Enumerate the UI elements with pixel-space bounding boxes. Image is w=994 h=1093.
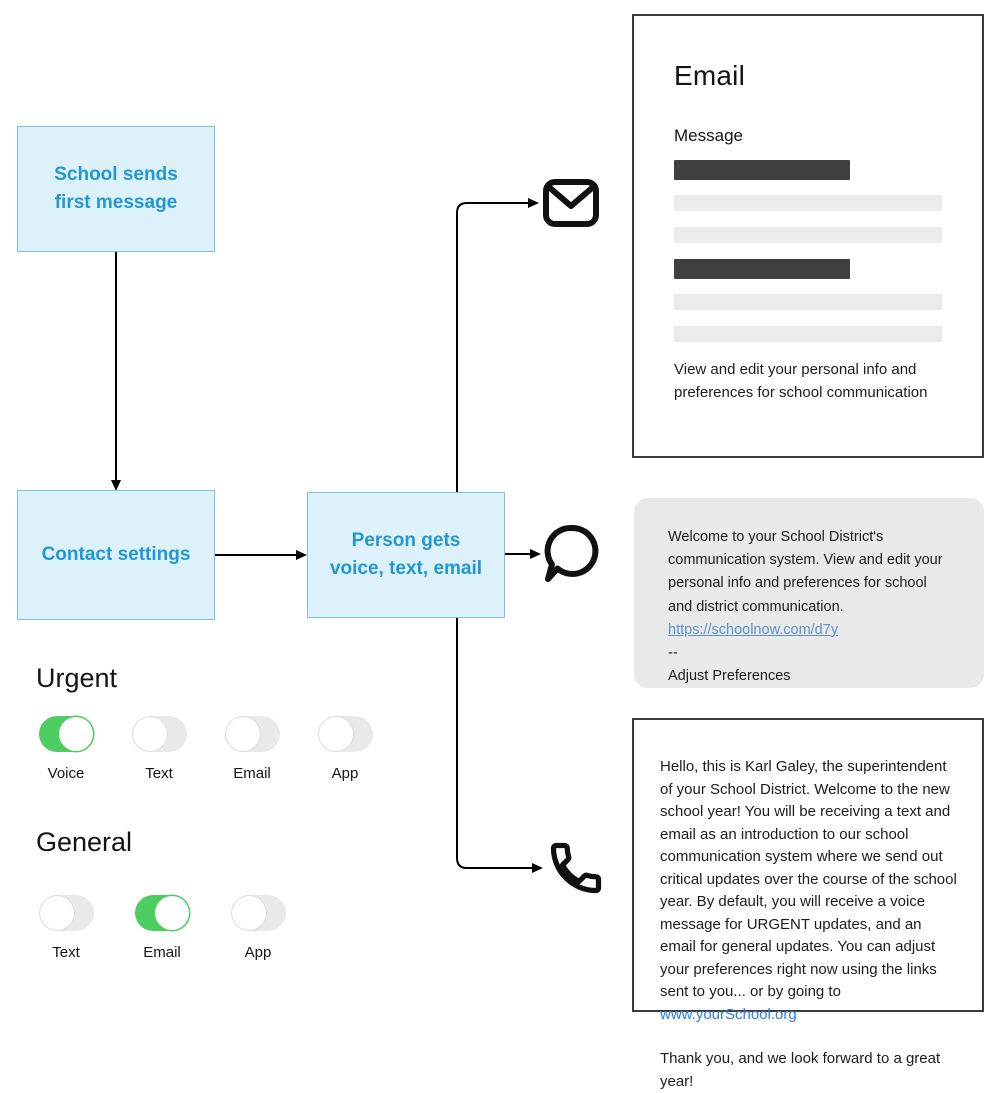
- general-app-label: App: [244, 944, 272, 961]
- urgent-section-heading: Urgent: [36, 663, 118, 693]
- urgent-voice-column: [38, 716, 94, 782]
- email-preview-panel: [632, 14, 984, 458]
- message-placeholder-bar-dark: [674, 160, 850, 180]
- text-message-bubble: [634, 498, 984, 688]
- phone-icon: [545, 838, 607, 903]
- general-text-toggle[interactable]: [39, 895, 94, 931]
- voice-closing-text: Thank you, and we look forward to a great year!: [660, 1050, 941, 1090]
- general-text-label: Text: [52, 944, 80, 961]
- toggle-knob: [232, 896, 266, 930]
- message-placeholder-bar-dark: [674, 259, 850, 279]
- email-panel-title: Email: [674, 60, 746, 91]
- general-app-column: [230, 895, 286, 961]
- speech-bubble-icon: [541, 522, 599, 589]
- general-email-column: [134, 895, 190, 961]
- flow-node-person-gets-messages: [307, 492, 505, 618]
- sms-body-text: Welcome to your School District's communication system. View and edit your personal info and preferences for school and district communication.: [668, 529, 943, 615]
- voice-link[interactable]: www.yourSchool.org: [660, 1005, 797, 1023]
- toggle-knob: [59, 717, 93, 751]
- urgent-toggle-row: [38, 716, 410, 782]
- urgent-app-toggle[interactable]: [318, 716, 373, 752]
- general-toggle-row: [38, 895, 326, 961]
- flow-node-contact-settings: [17, 490, 215, 620]
- email-message-label: Message: [674, 126, 743, 145]
- arrowhead-right-3: [530, 549, 541, 559]
- arrowhead-right-2: [528, 198, 539, 208]
- envelope-icon: [542, 177, 600, 234]
- message-placeholder-bar-light: [674, 195, 942, 211]
- flow-node-label: Contact settings: [41, 544, 191, 566]
- toggle-knob: [319, 717, 353, 751]
- urgent-text-label: Text: [145, 765, 173, 782]
- urgent-app-label: App: [331, 765, 359, 782]
- toggle-knob: [155, 896, 189, 930]
- flow-node-label: Person gets: [351, 530, 461, 552]
- toggle-knob: [133, 717, 167, 751]
- general-section-heading: General: [36, 827, 133, 857]
- urgent-email-label: Email: [233, 765, 271, 782]
- message-placeholder-bar-light: [674, 294, 942, 310]
- urgent-email-toggle[interactable]: [225, 716, 280, 752]
- urgent-text-column: [131, 716, 187, 782]
- general-text-column: [38, 895, 94, 961]
- flow-node-school-sends-first-message: [17, 126, 215, 252]
- arrowhead-right-4: [532, 863, 543, 873]
- sms-adjust-preferences-text: Adjust Preferences: [668, 668, 791, 685]
- message-placeholder-bar-light: [674, 227, 942, 243]
- sms-signature-divider: --: [668, 644, 678, 661]
- voice-message-transcript-panel: [632, 718, 984, 1090]
- arrow-person-to-envelope: [457, 203, 529, 492]
- arrowhead-right-1: [296, 550, 307, 560]
- urgent-voice-label: Voice: [47, 765, 85, 782]
- urgent-voice-toggle[interactable]: [39, 716, 94, 752]
- flow-node-label: voice, text, email: [329, 558, 483, 579]
- urgent-text-toggle[interactable]: [132, 716, 187, 752]
- urgent-email-column: [224, 716, 280, 782]
- urgent-app-column: [317, 716, 373, 782]
- email-caption-text: View and edit your personal info and preferences for school communication: [674, 361, 928, 402]
- sms-link[interactable]: https://schoolnow.com/d7y: [668, 621, 839, 638]
- general-email-label: Email: [143, 944, 181, 961]
- email-message-placeholder-bars: [674, 160, 942, 342]
- flow-node-label: first message: [54, 192, 178, 213]
- arrow-person-to-phone: [457, 618, 533, 868]
- general-email-toggle[interactable]: [135, 895, 190, 931]
- toggle-knob: [40, 896, 74, 930]
- flow-node-label: School sends: [54, 164, 178, 186]
- general-app-toggle[interactable]: [231, 895, 286, 931]
- voice-body-text: Hello, this is Karl Galey, the superintendent of your School District. Welcome to the new school year! You will be receiving a text and email as an introduction to our school communication system where we send out critical updates over the course of the school year. By default, you will receive a voice message for URGENT updates, and an email for general updates. You can adjust your preferences right now using the links sent to you... or by going to: [660, 758, 957, 1000]
- message-placeholder-bar-light: [674, 326, 942, 342]
- toggle-knob: [226, 717, 260, 751]
